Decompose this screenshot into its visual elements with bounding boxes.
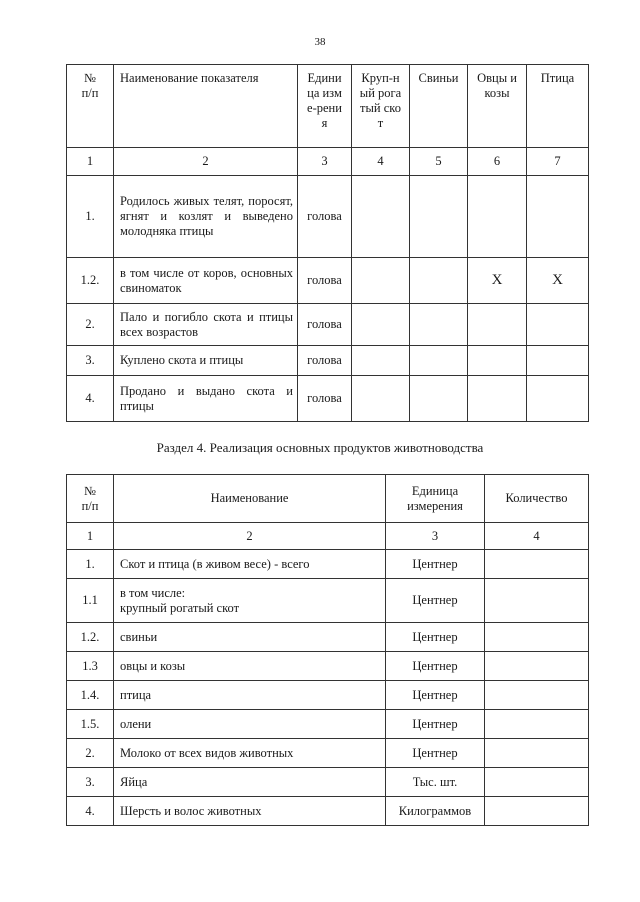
unit-cell: Центнер [386, 652, 485, 681]
unit-cell: Центнер [386, 623, 485, 652]
product-name: олени [114, 710, 386, 739]
value-cell[interactable] [352, 346, 410, 376]
row-number: 3. [67, 768, 114, 797]
product-name: овцы и козы [114, 652, 386, 681]
table-row [67, 258, 589, 304]
unit-cell: Центнер [386, 579, 485, 623]
header-number: № п/п [67, 475, 114, 523]
row-number: 2. [67, 739, 114, 768]
value-cell[interactable] [352, 376, 410, 422]
value-cell: X [527, 258, 589, 304]
header-sheep-goats: Овцы и козы [468, 65, 527, 148]
quantity-cell[interactable] [485, 579, 589, 623]
header-name: Наименование [114, 475, 386, 523]
header-indicator-name: Наименование показателя [114, 65, 298, 148]
product-sales-table [66, 474, 589, 826]
col-num: 5 [410, 148, 468, 176]
livestock-movement-table [66, 64, 589, 422]
quantity-cell[interactable] [485, 550, 589, 579]
unit-cell: Килограммов [386, 797, 485, 826]
value-cell[interactable] [410, 346, 468, 376]
table-row [67, 681, 589, 710]
col-num: 2 [114, 148, 298, 176]
value-cell[interactable] [352, 258, 410, 304]
col-num: 2 [114, 523, 386, 550]
value-cell[interactable] [468, 176, 527, 258]
column-number-row [67, 148, 589, 176]
value-cell[interactable] [410, 176, 468, 258]
value-cell[interactable] [352, 304, 410, 346]
row-number: 1.2. [67, 258, 114, 304]
row-number: 1.5. [67, 710, 114, 739]
unit-cell: Центнер [386, 739, 485, 768]
value-cell[interactable] [527, 304, 589, 346]
quantity-cell[interactable] [485, 623, 589, 652]
row-number: 4. [67, 376, 114, 422]
table-row [67, 550, 589, 579]
table-row [67, 710, 589, 739]
page-number: 38 [314, 36, 326, 48]
indicator-name: Продано и выдано скота и птицы [114, 376, 298, 422]
row-number: 1. [67, 176, 114, 258]
unit-cell: голова [298, 258, 352, 304]
table-row [67, 797, 589, 826]
unit-cell: Тыс. шт. [386, 768, 485, 797]
product-name: свиньи [114, 623, 386, 652]
unit-cell: Центнер [386, 681, 485, 710]
value-cell[interactable] [410, 258, 468, 304]
quantity-cell[interactable] [485, 768, 589, 797]
value-cell[interactable] [410, 376, 468, 422]
header-unit: Единица изме-рения [298, 65, 352, 148]
value-cell[interactable] [527, 346, 589, 376]
indicator-name: Родилось живых телят, поросят, ягнят и козлят и выведено молодняка птицы [114, 176, 298, 258]
unit-cell: голова [298, 176, 352, 258]
col-num: 4 [352, 148, 410, 176]
row-number: 1.2. [67, 623, 114, 652]
table-row [67, 768, 589, 797]
table-header-row [67, 65, 589, 148]
quantity-cell[interactable] [485, 739, 589, 768]
unit-cell: голова [298, 376, 352, 422]
table-row [67, 376, 589, 422]
column-number-row [67, 523, 589, 550]
product-name: птица [114, 681, 386, 710]
header-poultry: Птица [527, 65, 589, 148]
section-title: Раздел 4. Реализация основных продуктов животноводства [156, 440, 484, 455]
unit-cell: Центнер [386, 710, 485, 739]
product-name: Молоко от всех видов животных [114, 739, 386, 768]
quantity-cell[interactable] [485, 710, 589, 739]
row-number: 1.4. [67, 681, 114, 710]
row-number: 2. [67, 304, 114, 346]
value-cell: X [468, 258, 527, 304]
col-num: 3 [386, 523, 485, 550]
col-num: 3 [298, 148, 352, 176]
table-row [67, 739, 589, 768]
product-name: Скот и птица (в живом весе) - всего [114, 550, 386, 579]
header-unit: Единица измерения [386, 475, 485, 523]
table-row [67, 623, 589, 652]
header-cattle: Круп-ный рогатый скот [352, 65, 410, 148]
col-num: 7 [527, 148, 589, 176]
header-number: № п/п [67, 65, 114, 148]
unit-cell: Центнер [386, 550, 485, 579]
row-number: 1.1 [67, 579, 114, 623]
col-num: 6 [468, 148, 527, 176]
quantity-cell[interactable] [485, 652, 589, 681]
table-header-row [67, 475, 589, 523]
col-num: 1 [67, 148, 114, 176]
indicator-name: Пало и погибло скота и птицы всех возрастов [114, 304, 298, 346]
table-row [67, 652, 589, 681]
product-name: в том числе: крупный рогатый скот [114, 579, 386, 623]
table-row [67, 346, 589, 376]
quantity-cell[interactable] [485, 797, 589, 826]
product-name: Шерсть и волос животных [114, 797, 386, 826]
value-cell[interactable] [352, 176, 410, 258]
unit-cell: голова [298, 346, 352, 376]
row-number: 1. [67, 550, 114, 579]
unit-cell: голова [298, 304, 352, 346]
header-pigs: Свиньи [410, 65, 468, 148]
quantity-cell[interactable] [485, 681, 589, 710]
col-num: 1 [67, 523, 114, 550]
product-name: Яйца [114, 768, 386, 797]
table-row [67, 176, 589, 258]
header-quantity: Количество [485, 475, 589, 523]
value-cell[interactable] [468, 346, 527, 376]
indicator-name: Куплено скота и птицы [114, 346, 298, 376]
row-number: 1.3 [67, 652, 114, 681]
col-num: 4 [485, 523, 589, 550]
row-number: 3. [67, 346, 114, 376]
indicator-name: в том числе от коров, основных свиноматок [114, 258, 298, 304]
table-row [67, 304, 589, 346]
row-number: 4. [67, 797, 114, 826]
value-cell[interactable] [468, 304, 527, 346]
table-row [67, 579, 589, 623]
value-cell[interactable] [468, 376, 527, 422]
value-cell[interactable] [410, 304, 468, 346]
value-cell[interactable] [527, 176, 589, 258]
value-cell[interactable] [527, 376, 589, 422]
